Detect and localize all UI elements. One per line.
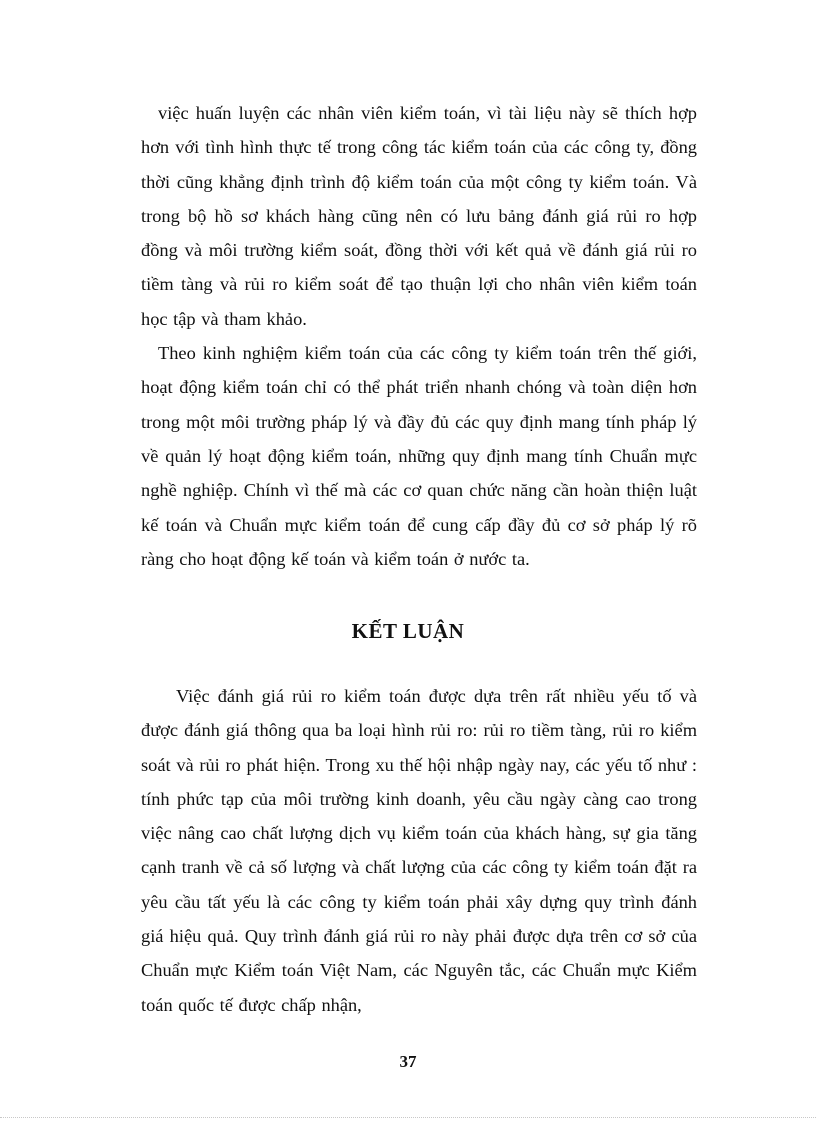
paragraph-experience: Theo kinh nghiệm kiểm toán của các công ty kiểm toán trên thế giới, hoạt động kiểm toán chỉ có thể phát triển nhanh chóng và toàn diện hơn trong một môi trường pháp lý và đầy đủ các quy định mang tính pháp lý về quản lý hoạt động kiểm toán, những quy định mang tính Chuẩn mực nghề nghiệp. Chính vì thế mà các cơ quan chức năng cần hoàn thiện luật kế toán và Chuẩn mực kiểm toán để cung cấp đầy đủ cơ sở pháp lý rõ ràng cho hoạt động kế toán và kiểm toán ở nước ta. <box>141 343 697 569</box>
paragraph-conclusion: Việc đánh giá rủi ro kiểm toán được dựa trên rất nhiều yếu tố và được đánh giá thông qua ba loại hình rủi ro: rủi ro tiềm tàng, rủi ro kiểm soát và rủi ro phát hiện. Trong xu thế hội nhập ngày nay, các yếu tố như : tính phức tạp của môi trường kinh doanh, yêu cầu ngày càng cao trong việc nâng cao chất lượng dịch vụ kiểm toán của khách hàng, sự gia tăng cạnh tranh về cả số lượng và chất lượng của các công ty kiểm toán đặt ra yêu cầu tất yếu là các công ty kiểm toán phải xây dựng quy trình đánh giá hiệu quả. Quy trình đánh giá rủi ro này phải được dựa trên cơ sở của Chuẩn mực Kiểm toán Việt Nam, các Nguyên tắc, các Chuẩn mực Kiểm toán quốc tế được chấp nhận, <box>141 686 697 1015</box>
section-heading: KẾT LUẬN <box>351 619 465 643</box>
body-text-top <box>141 96 697 576</box>
page-bottom-divider <box>0 1117 816 1118</box>
paragraph-continued: việc huấn luyện các nhân viên kiểm toán, vì tài liệu này sẽ thích hợp hơn với tình hình thực tế trong công tác kiểm toán của các công ty, đồng thời cũng khẳng định trình độ kiểm toán của một công ty kiểm toán. Và trong bộ hồ sơ khách hàng cũng nên có lưu bảng đánh giá rủi ro hợp đồng và môi trường kiểm soát, đồng thời với kết quả về đánh giá rủi ro tiềm tàng và rủi ro kiểm soát để tạo thuận lợi cho nhân viên kiểm toán học tập và tham khảo. <box>141 103 697 329</box>
page-number: 37 <box>399 1052 417 1071</box>
body-text-conclusion <box>141 679 697 1022</box>
